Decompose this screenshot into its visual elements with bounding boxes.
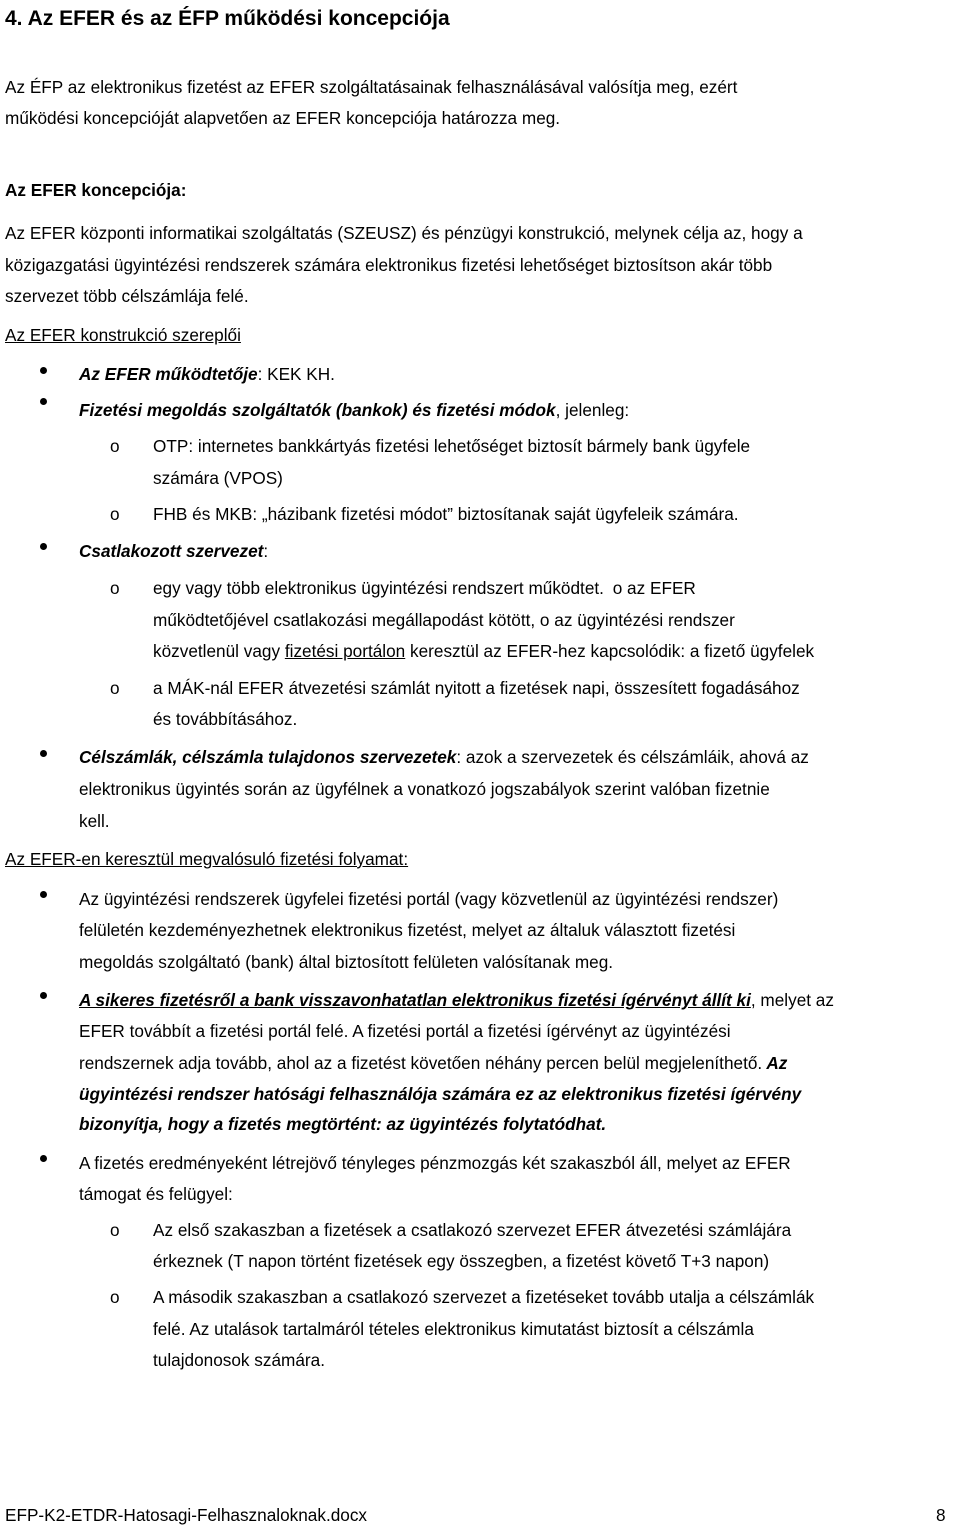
connected-item-1-line-1 bbox=[153, 577, 696, 599]
process-p3-line-1: A fizetés eredményeként létrejövő tényleges pénzmozgás két szakaszból áll, melyet az EFER bbox=[79, 1153, 791, 1173]
provider-otp-line-1: OTP: internetes bankkártyás fizetési lehetőséget biztosít bármely bank ügyfele bbox=[153, 436, 751, 456]
actors-title: Az EFER konstrukció szereplői bbox=[5, 325, 241, 345]
connected-item-1-text: egy vagy több elektronikus ügyintézési rendszert működtet. bbox=[153, 578, 604, 598]
actor-targets-line-3: kell. bbox=[79, 811, 110, 831]
connected-item-1-line-3 bbox=[153, 640, 814, 662]
connected-item-1-pre: közvetlenül vagy bbox=[153, 641, 285, 661]
actor-connected bbox=[79, 540, 268, 562]
targets-label: Célszámlák, célszámla tulajdonos szervezetek bbox=[79, 747, 457, 767]
connected-item-1-line-2: működtetőjével csatlakozási megállapodást kötött, o az ügyintézési rendszer bbox=[153, 610, 735, 630]
actor-providers bbox=[79, 399, 629, 421]
process-p1-line-1: Az ügyintézési rendszerek ügyfelei fizetési portál (vagy közvetlenül az ügyintézési rendszer) bbox=[79, 889, 779, 909]
process-p2-rest: , melyet az bbox=[750, 990, 834, 1010]
process-p2-line-3-bold: Az bbox=[762, 1053, 788, 1073]
concept-line-3: szervezet több célszámlája felé. bbox=[5, 286, 249, 306]
sub-marker: o bbox=[110, 678, 120, 698]
process-p2-line-5: bizonyítja, hogy a fizetés megtörtént: az ügyintézés folytatódhat. bbox=[79, 1114, 607, 1134]
actor-targets-line-1 bbox=[79, 746, 809, 768]
process-p2-line-3 bbox=[79, 1052, 787, 1074]
bullet-icon bbox=[40, 398, 47, 405]
intro-line-2: működési koncepcióját alapvetően az EFER koncepciója határozza meg. bbox=[5, 108, 561, 128]
operator-value: KEK KH. bbox=[262, 364, 335, 384]
process-p2-line-3-text: rendszernek adja tovább, ahol az a fizetést követően néhány percen belül megjeleníthető. bbox=[79, 1053, 763, 1073]
process-p3-item-2-line-3: tulajdonosok számára. bbox=[153, 1350, 325, 1370]
intro-line-1: Az ÉFP az elektronikus fizetést az EFER szolgáltatásainak felhasználásával valósítja meg, ezért bbox=[5, 77, 738, 97]
process-p1-line-2: felületén kezdeményezhetnek elektronikus fizetést, melyet az általuk választott fizetési bbox=[79, 920, 736, 940]
process-p3-item-1-line-1: Az első szakaszban a fizetések a csatlakozó szervezet EFER átvezetési számlájára bbox=[153, 1220, 792, 1240]
actor-targets-line-2: elektronikus ügyintés során az ügyfélnek a vonatkozó jogszabályok szerint valóban fizetnie bbox=[79, 779, 770, 799]
sub-marker: o bbox=[110, 504, 120, 524]
providers-rest: , jelenleg: bbox=[555, 400, 630, 420]
sub-marker: o bbox=[110, 1287, 120, 1307]
process-title: Az EFER-en keresztül megvalósuló fizetési folyamat: bbox=[5, 849, 409, 869]
bullet-icon bbox=[40, 750, 47, 757]
concept-line-2: közigazgatási ügyintézési rendszerek számára elektronikus fizetési lehetőséget biztosítson akár több bbox=[5, 255, 773, 275]
bullet-icon bbox=[40, 367, 47, 374]
process-p3-item-2-line-1: A második szakaszban a csatlakozó szervezet a fizetéseket tovább utalja a célszámlák bbox=[153, 1287, 815, 1307]
targets-rest: : azok a szervezetek és célszámláik, ahová az bbox=[456, 747, 809, 767]
footer-page-number: 8 bbox=[936, 1505, 946, 1525]
process-p2-line-2: EFER továbbít a fizetési portál felé. A fizetési portál a fizetési ígérvényt az ügyintézési bbox=[79, 1021, 731, 1041]
process-p3-line-2: támogat és felügyel: bbox=[79, 1184, 233, 1204]
connected-item-2-line-1: a MÁK-nál EFER átvezetési számlát nyitott a fizetések napi, összesített fogadásához bbox=[153, 678, 800, 698]
operator-sep: : bbox=[257, 364, 263, 384]
bullet-icon bbox=[40, 543, 47, 550]
footer-filename: EFP-K2-ETDR-Hatosagi-Felhasznaloknak.docx bbox=[5, 1505, 368, 1525]
process-p3-item-1-line-2: érkeznek (T napon történt fizetések egy összegben, a fizetést követő T+3 napon) bbox=[153, 1251, 770, 1271]
bullet-icon bbox=[40, 891, 47, 898]
section-heading: 4. Az EFER és az ÉFP működési koncepciója bbox=[5, 7, 450, 30]
concept-line-1: Az EFER központi informatikai szolgáltatás (SZEUSZ) és pénzügyi konstrukció, melynek célja az, hogy a bbox=[5, 223, 803, 243]
fizetesi-portal-link[interactable]: fizetési portálon bbox=[284, 641, 406, 661]
connected-label: Csatlakozott szervezet bbox=[79, 541, 264, 561]
bullet-icon bbox=[40, 1155, 47, 1162]
concept-title: Az EFER koncepciója: bbox=[5, 180, 187, 200]
operator-label: Az EFER működtetője bbox=[79, 364, 258, 384]
sub-marker: o bbox=[110, 436, 120, 456]
connected-item-2-line-2: és továbbításához. bbox=[153, 709, 298, 729]
bullet-icon bbox=[40, 992, 47, 999]
process-p2-line-4: ügyintézési rendszer hatósági felhasználója számára ez az elektronikus fizetési ígérvény bbox=[79, 1084, 802, 1104]
process-p3-item-2-line-2: felé. Az utalások tartalmáról tételes elektronikus kimutatást biztosít a célszámla bbox=[153, 1319, 754, 1339]
provider-otp-line-2: számára (VPOS) bbox=[153, 468, 283, 488]
sub-marker: o bbox=[110, 578, 120, 598]
process-p2-line-1 bbox=[79, 989, 834, 1011]
connected-sep: : bbox=[263, 541, 269, 561]
actor-operator bbox=[79, 363, 335, 385]
provider-fhb-line: FHB és MKB: „házibank fizetési módot” biztosítanak saját ügyfeleik számára. bbox=[153, 504, 739, 524]
process-p1-line-3: megoldás szolgáltató (bank) által biztosított felületen valósítanak meg. bbox=[79, 952, 614, 972]
process-p2-emphasis: A sikeres fizetésről a bank visszavonhatatlan elektronikus fizetési ígérvényt állít ki bbox=[79, 990, 751, 1010]
connected-item-1-inline: o az EFER bbox=[612, 578, 696, 598]
providers-label: Fizetési megoldás szolgáltatók (bankok) és fizetési módok bbox=[79, 400, 556, 420]
connected-item-1-post: keresztül az EFER-hez kapcsolódik: a fizető ügyfelek bbox=[405, 641, 815, 661]
sub-marker: o bbox=[110, 1220, 120, 1240]
